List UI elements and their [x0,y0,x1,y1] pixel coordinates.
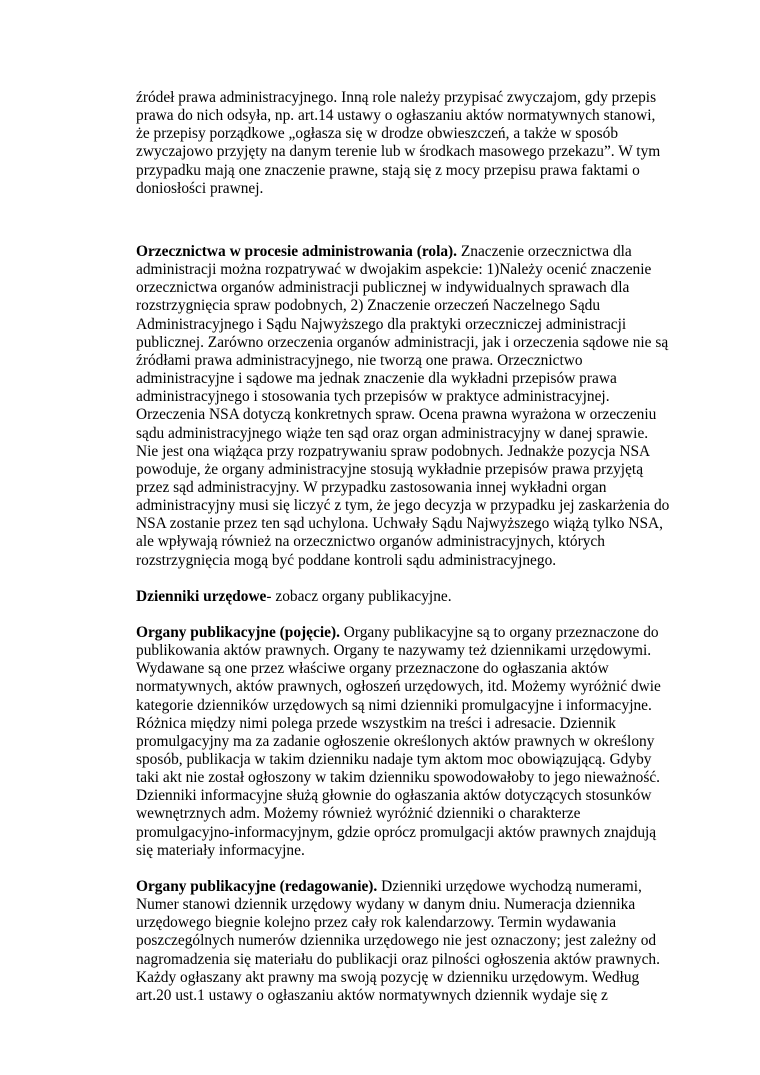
line: promulgacyjno-informacyjnym, gdzie oprócz promulgacji aktów prawnych znajdują [136,823,657,841]
line: publikowania aktów prawnych. Organy te nazywamy też dziennikami urzędowymi. [136,642,652,660]
line: przez sąd administracyjny. W przypadku zastosowania innej wykładni organ [136,478,607,496]
line: ale wpływają również na orzecznictwo organów administracyjnych, których [136,533,605,551]
line: Każdy ogłaszany akt prawny ma swoją pozycję w dzienniku urzędowym. Według [136,968,640,986]
line: rozstrzygnięcia mogą być poddane kontroli sądu administracyjnego. [136,551,557,569]
line: kategorie dzienników urzędowych są nimi dzienniki promulgacyjne i informacyjne. [136,696,652,714]
line: prawa do nich odsyła, np. art.14 ustawy o ogłaszaniu aktów normatywnych stanowi, [136,107,656,125]
line: orzecznictwa organów administracji publicznej w indywidualnych sprawach dla [136,279,630,297]
line: Numer stanowi dziennik urzędowy wydany w danym dniu. Numeracja dziennika [136,896,636,914]
line: sądu administracyjnego wiąże ten sąd oraz organ administracyjny w danej sprawie. [136,424,649,442]
line: Administracyjnego i Sądu Najwyższego dla praktyki orzeczniczej administracji [136,315,627,333]
section-heading: Organy publikacyjne (pojęcie). [136,623,340,641]
line: się materiały informacyjne. [136,841,305,859]
line: doniosłości prawnej. [136,179,264,197]
line: Dzienniki informacyjne służą głownie do ogłaszania aktów dotyczących stosunków [136,787,652,805]
line: Znaczenie orzecznictwa dla [457,242,632,260]
line: powoduje, że organy administracyjne stosują wykładnie przepisów prawa przyjętą [136,460,644,478]
line: NSA zostanie przez ten sąd uchylona. Uchwały Sądu Najwyższego wiążą tylko NSA, [136,515,663,533]
section-heading: Organy publikacyjne (redagowanie). [136,877,378,895]
paragraph-organy-redagowanie [136,878,674,1005]
line: Dzienniki urzędowe wychodzą numerami, [377,877,642,895]
line: urzędowego biegnie kolejno przez cały rok kalendarzowy. Termin wydawania [136,914,617,932]
line: publicznej. Zarówno orzeczenia organów administracji, jak i orzeczenia sądowe nie są [136,333,669,351]
section-heading: Dzienniki urzędowe [136,587,267,605]
line: Orzeczenia NSA dotyczą konkretnych spraw. Ocena prawna wyrażona w orzeczeniu [136,406,657,424]
paragraph-dzienniki-urzedowe [136,588,674,606]
line: Różnica między nimi polega przede wszystkim na treści i adresacie. Dziennik [136,714,616,732]
line: przypadku mają one znaczenie prawne, stają się z mocy przepisu prawa faktami o [136,161,640,179]
line: wewnętrznych adm. Możemy również wyróżnić dzienniki o charakterze [136,805,581,823]
line: nagromadzenia się materiału do publikacji oraz pilności ogłoszenia aktów prawnych. [136,950,660,968]
paragraph-orzecznictwo [136,243,674,570]
line: Organy publikacyjne są to organy przeznaczone do [339,623,659,641]
line: - zobacz organy publikacyjne. [266,587,452,605]
line: sposób, publikacja w takim dzienniku nadaje tym aktom moc obowiązującą. Gdyby [136,751,652,768]
line: Nie jest ona wiążąca przy rozpatrywaniu spraw podobnych. Jednakże pozycja NSA [136,442,651,460]
line: Wydawane są one przez właściwe organy przeznaczone do ogłaszania aktów [136,660,609,678]
line: poszczególnych numerów dziennika urzędowego nie jest oznaczony; jest zależny od [136,932,657,950]
paragraph-organy-pojecie [136,624,674,860]
line: promulgacyjny ma za zadanie ogłoszenie określonych aktów prawnych w określony [136,732,655,750]
line: taki akt nie został ogłoszony w takim dzienniku spowodowałoby to jego nieważność. [136,769,661,787]
line: normatywnych, aktów prawnych, ogłoszeń urzędowych, itd. Możemy wyróżnić dwie [136,678,661,696]
line: źródłami prawa administracyjnego, nie tworzą one prawa. Orzecznictwo [136,351,583,369]
line: rozstrzygnięcia spraw podobnych, 2) Znaczenie orzeczeń Naczelnego Sądu [136,297,601,315]
line: administracyjnego i stosowania tych przepisów w praktyce administracyjnej. [136,388,610,406]
line: administracyjny musi się liczyć z tym, że jego decyzja w przypadku jej zaskarżenia do [136,497,670,515]
line: administracji można rozpatrywać w dwojakim aspekcie: 1)Należy ocenić znaczenie [136,261,652,279]
document-page [136,89,674,1005]
line: zwyczajowo przyjęty na danym terenie lub w środkach masowego przekazu”. W tym [136,143,661,161]
section-heading: Orzecznictwa w procesie administrowania (rola). [136,242,458,260]
paragraph-zwyczaje [136,89,674,198]
line: źródeł prawa administracyjnego. Inną role należy przypisać zwyczajom, gdy przepis [136,89,657,106]
line: że przepisy porządkowe „ogłasza się w drodze obwieszczeń, a także w sposób [136,125,619,143]
line: art.20 ust.1 ustawy o ogłaszaniu aktów normatywnych dziennik wydaje się z [136,986,608,1004]
line: administracyjne i sądowe ma jednak znaczenie dla wykładni przepisów prawa [136,370,617,388]
